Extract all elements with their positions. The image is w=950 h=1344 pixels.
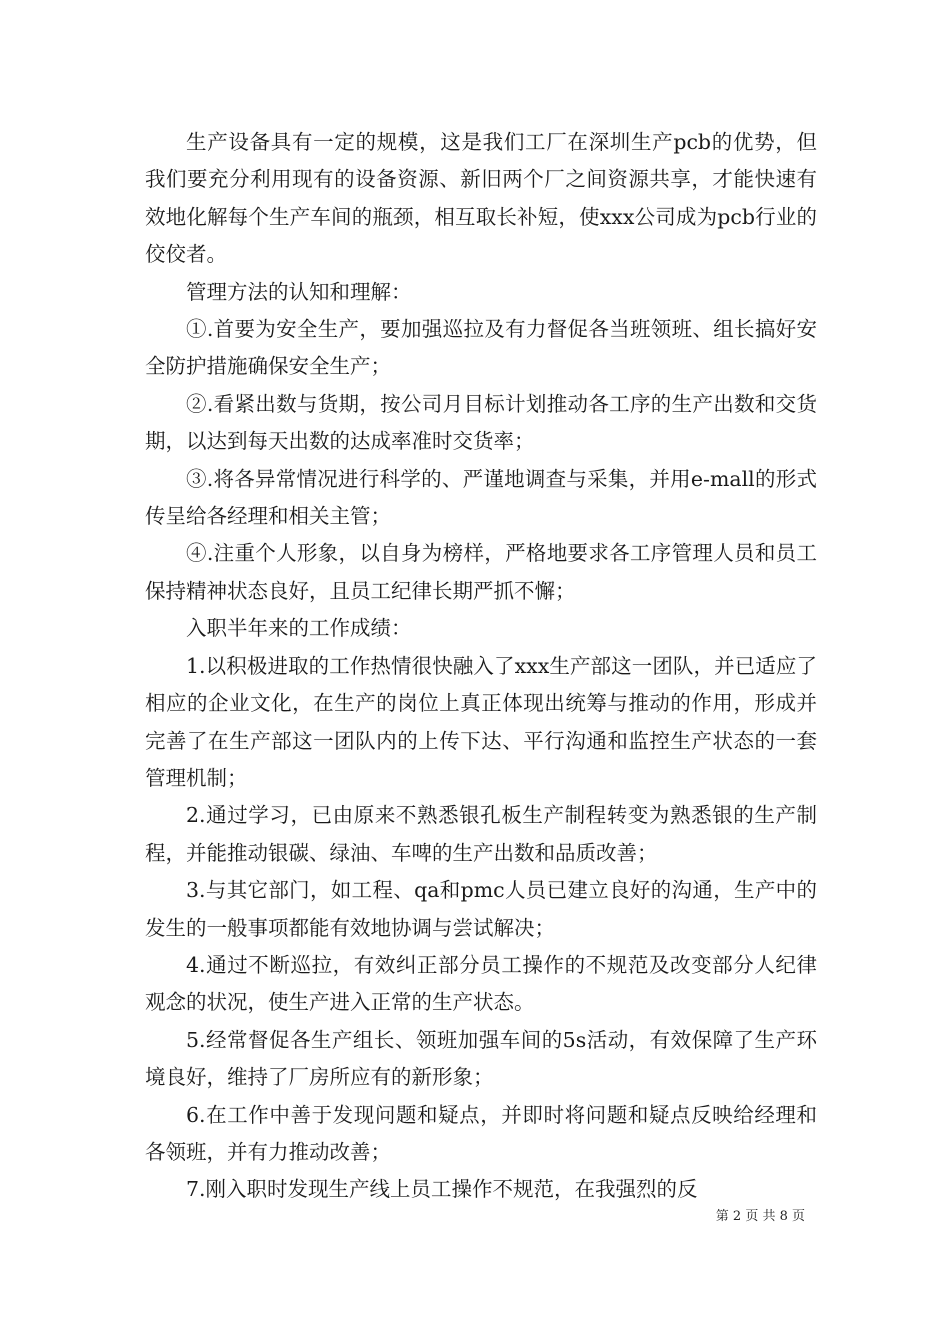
achievement-item-1: 1.以积极进取的工作热情很快融入了xxx生产部这一团队，并已适应了相应的企业文化，在生产的岗位上真正体现出统筹与推动的作用，形成并完善了在生产部这一团队内的上传下达、平行沟通和监控生产状态的一套管理机制；: [145, 653, 817, 790]
heading-achievements: 入职半年来的工作成绩：: [186, 616, 412, 641]
achievement-item-4: 4.通过不断巡拉，有效纠正部分员工操作的不规范及改变部分人纪律观念的状况，使生产进入正常的生产状态。: [145, 952, 817, 1015]
page-number-footer: 第 2 页 共 8 页: [715, 1209, 805, 1224]
heading-management-methods: 管理方法的认知和理解：: [186, 279, 412, 304]
list-item-safety: ①.首要为安全生产，要加强巡拉及有力督促各当班领班、组长搞好安全防护措施确保安全生产；: [145, 317, 817, 379]
list-item-personal-image: ④.注重个人形象，以自身为榜样，严格地要求各工序管理人员和员工保持精神状态良好，且员工纪律长期严抓不懈；: [145, 541, 817, 603]
list-item-exception-reporting: ③.将各异常情况进行科学的、严谨地调查与采集，并用e-mall的形式传呈给各经理和相关主管；: [145, 466, 817, 529]
document-body: [145, 124, 817, 1209]
list-item-output-delivery: ②.看紧出数与货期，按公司月目标计划推动各工序的生产出数和交货期，以达到每天出数的达成率准时交货率；: [145, 391, 817, 454]
achievement-item-6: 6.在工作中善于发现问题和疑点，并即时将问题和疑点反映给经理和各领班，并有力推动改善；: [145, 1102, 817, 1164]
achievement-item-2: 2.通过学习，已由原来不熟悉银孔板生产制程转变为熟悉银的生产制程，并能推动银碳、绿油、车啤的生产出数和品质改善；: [145, 803, 817, 865]
paragraph-equipment-advantage: 生产设备具有一定的规模，这是我们工厂在深圳生产pcb的优势，但我们要充分利用现有的设备资源、新旧两个厂之间资源共享，才能快速有效地化解每个生产车间的瓶颈，相互取长补短，使xxx公司成为pcb行业的佼佼者。: [145, 130, 817, 267]
achievement-item-5: 5.经常督促各生产组长、领班加强车间的5s活动，有效保障了生产环境良好，维持了厂房所应有的新形象；: [145, 1027, 817, 1090]
achievement-item-7: 7.刚入职时发现生产线上员工操作不规范，在我强烈的反: [186, 1177, 698, 1202]
achievement-item-3: 3.与其它部门，如工程、qa和pmc人员已建立良好的沟通，生产中的发生的一般事项都能有效地协调与尝试解决；: [145, 878, 817, 940]
